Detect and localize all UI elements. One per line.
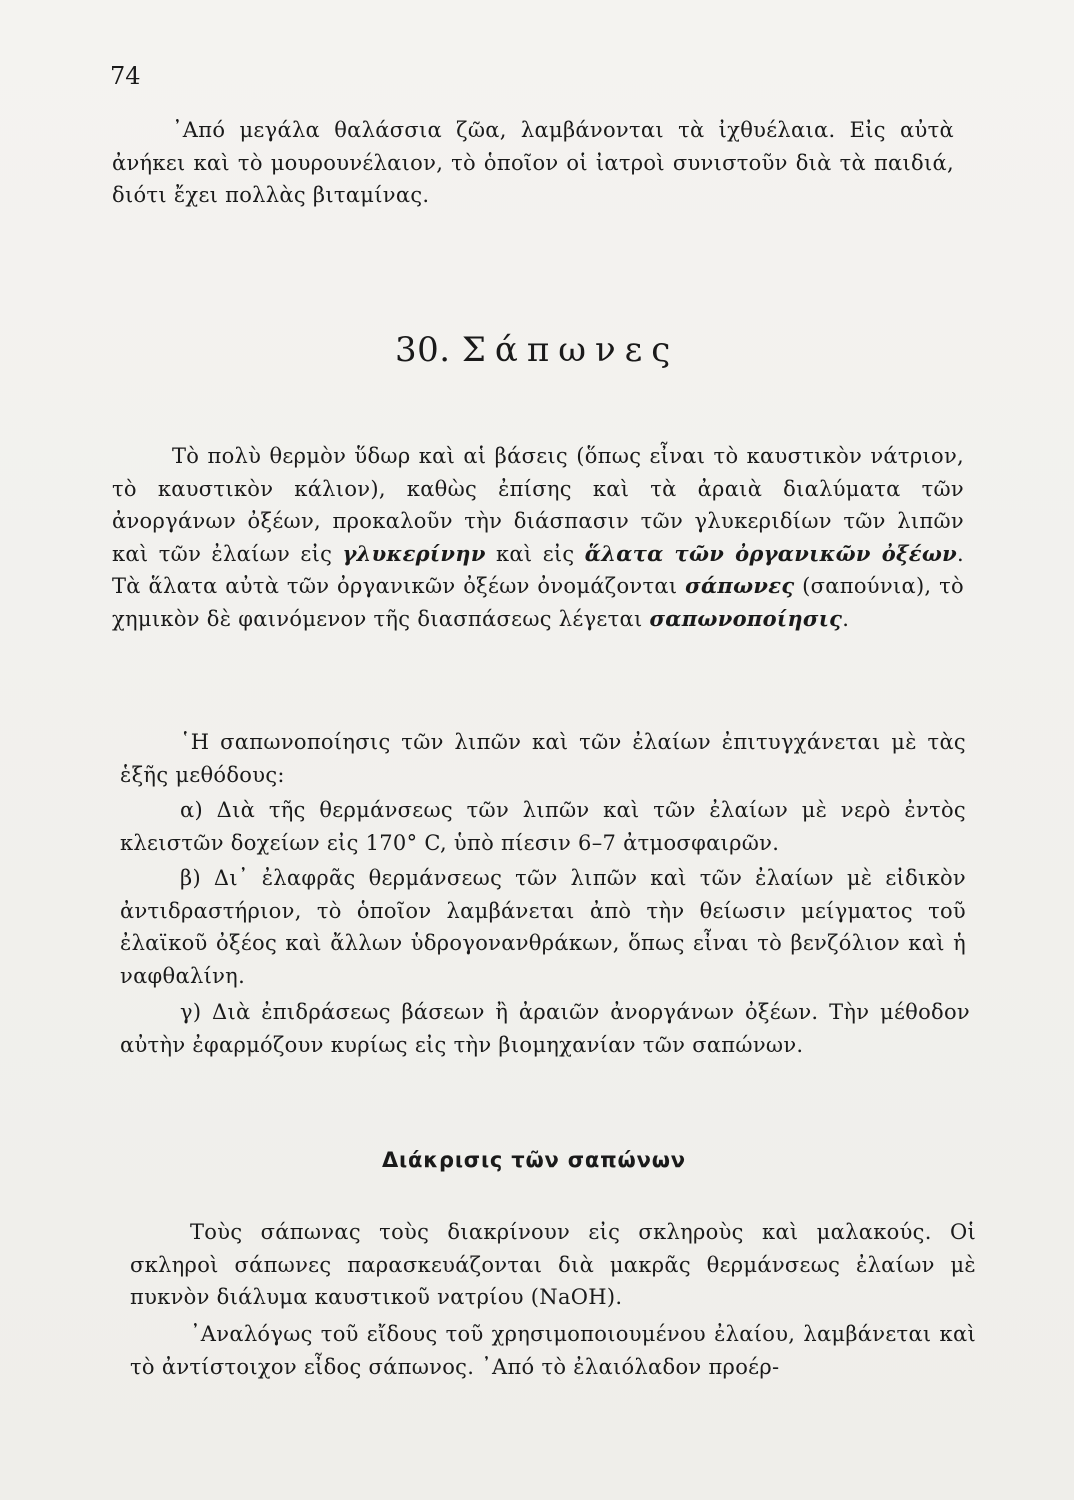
text-run: (σαπούνια), τὸ χημικὸν δὲ φαινόμενον τῆς διασπάσεως λέγεται (112, 574, 965, 631)
emphasis-soaps: σάπωνες (685, 573, 795, 598)
paragraph-soap-types: ᾽Αναλόγως τοῦ εἴδους τοῦ χρησιμοποιουμένου ἐλαίου, λαμβάνεται καὶ τὸ ἀντίστοιχον εἶδος σάπωνος. ᾽Από τὸ ἐλαιόλαδον προέρ- (130, 1322, 976, 1379)
section-title: Σάπωνες (461, 330, 680, 370)
section-number: 30. (395, 330, 451, 370)
text-run: Τὸ πολὺ θερμὸν ὕδωρ καὶ αἱ βάσεις (ὅπως εἶναι τὸ καυστικὸν νάτριον, τὸ καυστικὸν κάλιον), καθὼς ἐπίσης καὶ τὰ ἀραιὰ διαλύματα τῶν ἀνοργάνων ὀξέων, προκαλοῦν τὴν διάσπασιν τῶν γλυκεριδίων τῶν λιπῶν καὶ τῶν ἐλαίων εἰς (112, 444, 964, 566)
paragraph-methods-intro: ῾Η σαπωνοποίησις τῶν λιπῶν καὶ τῶν ἐλαίων ἐπιτυγχάνεται μὲ τὰς ἑξῆς μεθόδους: (120, 730, 966, 787)
emphasis-saponification: σαπωνοποίησις (649, 605, 843, 631)
emphasis-glycerin: γλυκερίνην (342, 540, 486, 566)
emphasis-organic-acid-salts: ἅλατα τῶν ὀργανικῶν ὀξέων (584, 540, 958, 566)
text-run: . (842, 606, 850, 631)
page-number: 74 (110, 62, 141, 90)
subheading-soap-classification: Διάκρισις τῶν σαπώνων (382, 1148, 686, 1172)
section-heading (395, 330, 679, 370)
method-a-paragraph: α) Διὰ τῆς θερμάνσεως τῶν λιπῶν καὶ τῶν ἐλαίων μὲ νερὸ ἐντὸς κλειστῶν δοχείων εἰς 170° C, ὑπὸ πίεσιν 6–7 ἀτμοσφαιρῶν. (120, 798, 966, 855)
text-run: καὶ εἰς (485, 541, 585, 566)
intro-paragraph: ᾽Από μεγάλα θαλάσσια ζῶα, λαμβάνονται τὰ ἰχθυέλαια. Εἰς αὐτὰ ἀνήκει καὶ τὸ μουρουνέλαιον, τὸ ὁποῖον οἱ ἰατροὶ συνιστοῦν διὰ τὰ παιδιά, διότι ἔχει πολλὰς βιταμίνας. (112, 118, 954, 207)
paragraph-saponification-definition (112, 440, 964, 635)
method-b-paragraph: β) Δι᾽ ἐλαφρᾶς θερμάνσεως τῶν λιπῶν καὶ τῶν ἐλαίων μὲ εἰδικὸν ἀντιδραστήριον, τὸ ὁποῖον λαμβάνεται ἀπὸ τὴν θείωσιν μείγματος τοῦ ἐλαϊκοῦ ὀξέος καὶ ἄλλων ὑδρογονανθράκων, ὅπως εἶναι τὸ βενζόλιον καὶ ἡ ναφθαλίνη. (120, 866, 966, 988)
text-run: . Τὰ ἅλατα αὐτὰ τῶν ὀργανικῶν ὀξέων ὀνομάζονται (112, 541, 964, 598)
method-c-paragraph: γ) Διὰ ἐπιδράσεως βάσεων ἢ ἀραιῶν ἀνοργάνων ὀξέων. Τὴν μέθοδον αὐτὴν ἐφαρμόζουν κυρίως εἰς τὴν βιομηχανίαν τῶν σαπώνων. (120, 1000, 970, 1057)
paragraph-hard-soft-soaps: Τοὺς σάπωνας τοὺς διακρίνουν εἰς σκληροὺς καὶ μαλακούς. Οἱ σκληροὶ σάπωνες παρασκευάζονται διὰ μακρᾶς θερμάνσεως ἐλαίων μὲ πυκνὸν διάλυμα καυστικοῦ νατρίου (NaOH). (130, 1220, 976, 1309)
